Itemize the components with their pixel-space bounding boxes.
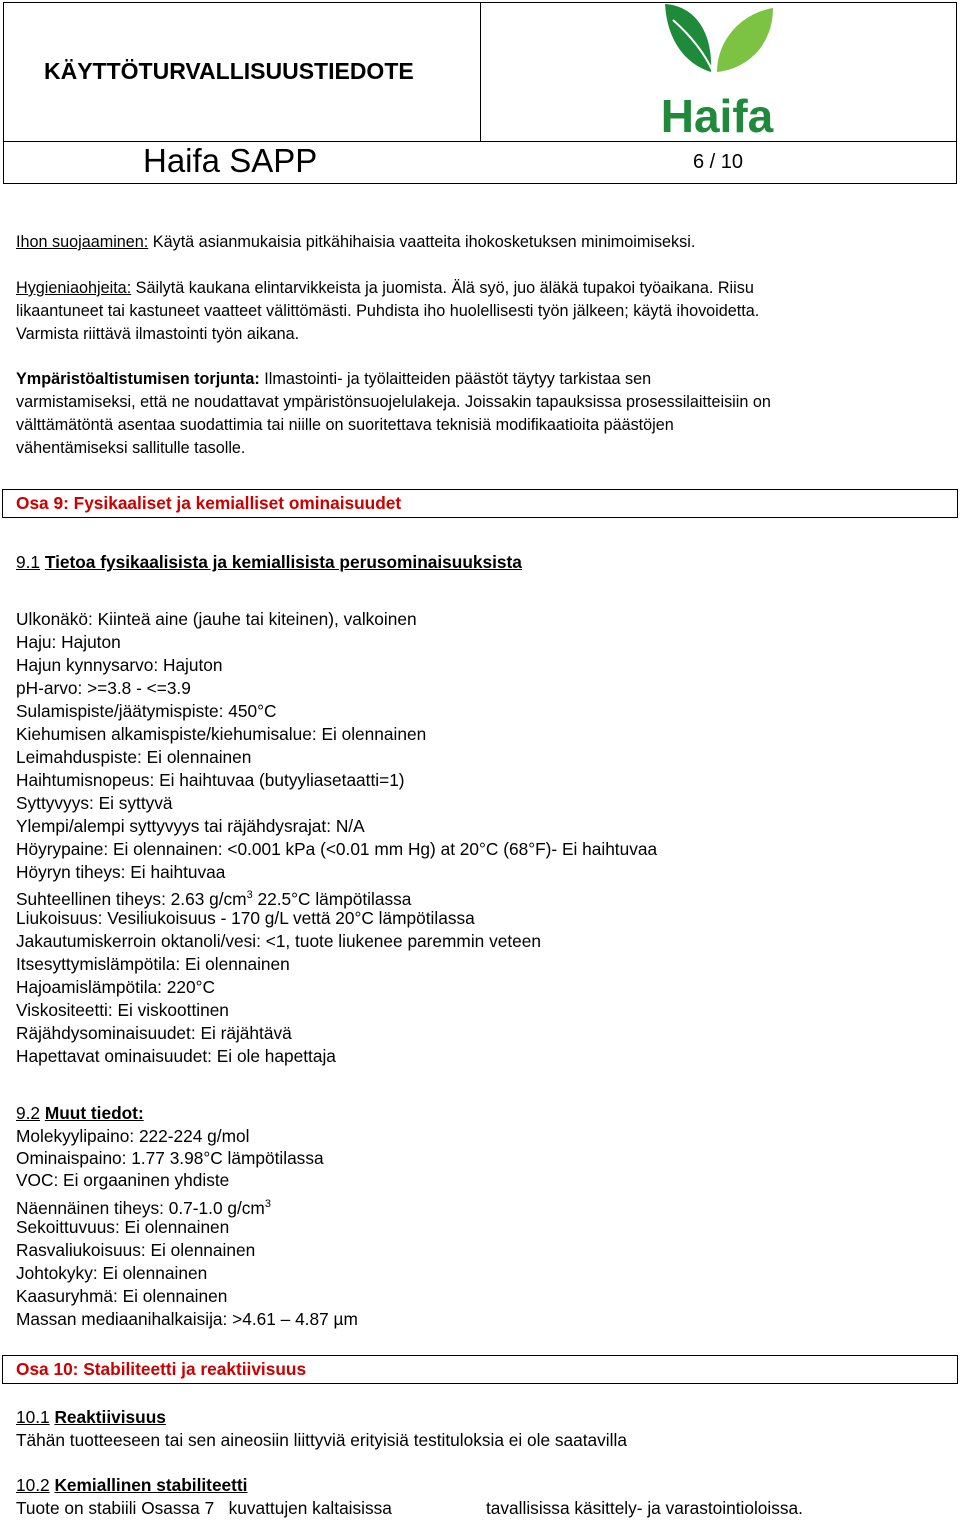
subsection-9-1 <box>16 551 522 574</box>
hygiene-line <box>16 277 754 300</box>
property-line: Haju: Hajuton <box>16 632 121 652</box>
property-line: Höyrypaine: Ei olennainen: <0.001 kPa (<0.01 mm Hg) at 20°C (68°F)- Ei haihtuvaa <box>16 839 658 859</box>
property-line: Ulkonäkö: Kiinteä aine (jauhe tai kiteinen), valkoinen <box>16 609 417 629</box>
section-heading-text: Osa 10: Stabiliteetti ja reaktiivisuus <box>16 1359 307 1379</box>
density-text: Suhteellinen tiheys: 2.63 g/cm <box>16 888 247 909</box>
subsection-number: 10.2 <box>16 1475 50 1495</box>
haifa-logo <box>655 2 780 136</box>
subsection-number: 9.2 <box>16 1103 41 1123</box>
subsection-10-2 <box>16 1474 247 1497</box>
env-label: Ympäristöaltistumisen torjunta: <box>16 370 260 388</box>
hygiene-line: Varmista riittävä ilmastointi työn aikana. <box>16 325 300 343</box>
header-divider <box>480 3 481 141</box>
property-line: Haihtumisnopeus: Ei haihtuvaa (butyyliasetaatti=1) <box>16 770 405 790</box>
env-line: vähentämiseksi sallitulle tasolle. <box>16 439 246 457</box>
stability-text: tavallisissa käsittely- ja varastointioloissa. <box>486 1498 803 1518</box>
other-line: Rasvaliukoisuus: Ei olennainen <box>16 1240 256 1260</box>
subsection-number: 9.1 <box>16 552 41 572</box>
property-line: Syttyvyys: Ei syttyvä <box>16 793 173 813</box>
env-line: varmistamiseksi, että ne noudattavat ympäristönsuojelulakeja. Joissakin tapauksissa prosessilaitteisiin on <box>16 393 771 411</box>
document-title: KÄYTTÖTURVALLISUUSTIEDOTE <box>44 58 414 84</box>
property-line: Kiehumisen alkamispiste/kiehumisalue: Ei olennainen <box>16 724 427 744</box>
property-line: Höyryn tiheys: Ei haihtuvaa <box>16 862 226 882</box>
section-10-heading <box>2 1355 958 1384</box>
env-text: Ilmastointi- ja työlaitteiden päästöt täytyy tarkistaa sen <box>259 370 652 388</box>
product-name: Haifa SAPP <box>143 142 318 179</box>
other-line: Ominaispaino: 1.77 3.98°C lämpötilassa <box>16 1148 324 1168</box>
property-line: Jakautumiskerroin oktanoli/vesi: <1, tuote liukenee paremmin veteen <box>16 931 541 951</box>
hygiene-text: Säilytä kaukana elintarvikkeista ja juomista. Älä syö, juo äläkä tupakoi työaikana. Riisu <box>131 279 754 297</box>
skin-protection <box>16 231 695 254</box>
density-superscript: 3 <box>246 889 253 901</box>
property-line: Ylempi/alempi syttyvyys tai räjähdysrajat: N/A <box>16 816 365 836</box>
logo-text: Haifa <box>660 90 774 136</box>
subsection-title: Kemiallinen stabiliteetti <box>54 1475 248 1495</box>
other-line: VOC: Ei orgaaninen yhdiste <box>16 1170 230 1190</box>
reactivity-text: Tähän tuotteeseen tai sen aineosiin liittyviä erityisiä testituloksia ei ole saatavilla <box>16 1430 627 1450</box>
subsection-9-2 <box>16 1102 144 1125</box>
bulk-density-text: Näennäinen tiheys: 0.7-1.0 g/cm <box>16 1197 265 1218</box>
other-line: Kaasuryhmä: Ei olennainen <box>16 1286 228 1306</box>
density-tail: 22.5°C lämpötilassa <box>252 888 412 909</box>
property-line: Viskositeetti: Ei viskoottinen <box>16 1000 229 1020</box>
property-line: Hajoamislämpötila: 220°C <box>16 977 216 997</box>
property-line: Hajun kynnysarvo: Hajuton <box>16 655 223 675</box>
subsection-title: Muut tiedot: <box>44 1103 144 1123</box>
other-line: Molekyylipaino: 222-224 g/mol <box>16 1126 250 1146</box>
other-line: Massan mediaanihalkaisija: >4.61 – 4.87 µm <box>16 1309 358 1329</box>
skin-label: Ihon suojaaminen: <box>16 233 149 251</box>
other-line: Sekoittuvuus: Ei olennainen <box>16 1217 230 1237</box>
section-9-heading <box>2 489 958 518</box>
env-line: välttämätöntä asentaa suodattimia tai niille on suoritettava teknisiä modifikaatioita päästöjen <box>16 416 674 434</box>
property-line: Sulamispiste/jäätymispiste: 450°C <box>16 701 277 721</box>
other-line: Johtokyky: Ei olennainen <box>16 1263 208 1283</box>
property-line: Itsesyttymislämpötila: Ei olennainen <box>16 954 290 974</box>
section-heading-text: Osa 9: Fysikaaliset ja kemialliset ominaisuudet <box>16 493 402 513</box>
property-line: Räjähdysominaisuudet: Ei räjähtävä <box>16 1023 292 1043</box>
subsection-10-1 <box>16 1406 166 1429</box>
subsection-title: Reaktiivisuus <box>54 1407 166 1427</box>
bulk-density-superscript: 3 <box>264 1198 271 1210</box>
hygiene-label: Hygieniaohjeita: <box>16 279 132 297</box>
skin-text: Käytä asianmukaisia pitkähihaisia vaatteita ihokosketuksen minimoimiseksi. <box>148 233 696 251</box>
hygiene-line: likaantuneet tai kastuneet vaatteet välittömästi. Puhdista iho huolellisesti työn jälkeen; käytä ihovoidetta. <box>16 302 760 320</box>
stability-text: Tuote on stabiili Osassa 7 kuvattujen kaltaisissa <box>16 1498 392 1518</box>
env-line <box>16 368 651 391</box>
property-line: Liukoisuus: Vesiliukoisuus - 170 g/L vettä 20°C lämpötilassa <box>16 908 475 928</box>
subsection-title: Tietoa fysikaalisista ja kemiallisista perusominaisuuksista <box>44 552 522 572</box>
page-number: 6 / 10 <box>693 151 744 173</box>
property-line: pH-arvo: >=3.8 - <=3.9 <box>16 678 191 698</box>
property-line: Leimahduspiste: Ei olennainen <box>16 747 252 767</box>
property-line: Hapettavat ominaisuudet: Ei ole hapettaja <box>16 1046 336 1066</box>
subsection-number: 10.1 <box>16 1407 50 1427</box>
